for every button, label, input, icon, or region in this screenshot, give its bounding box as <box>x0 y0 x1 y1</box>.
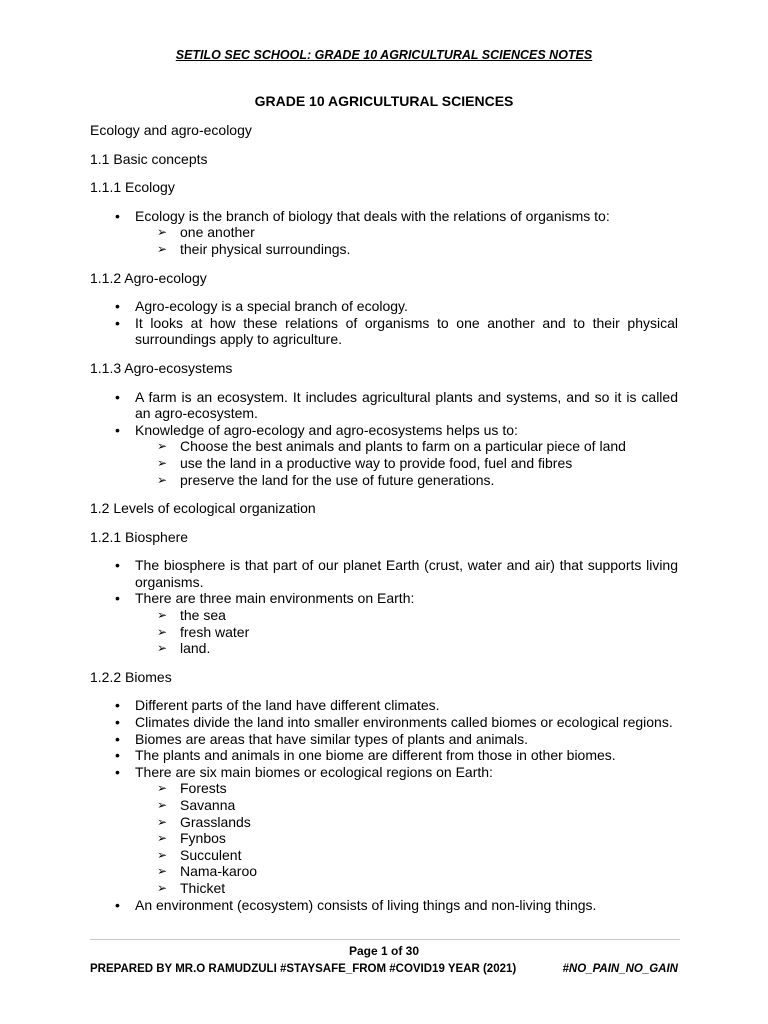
list-item: • A farm is an ecosystem. It includes agricultural plants and systems, and so it is called an agro-ecosystem. <box>90 389 678 422</box>
section-1-1-heading: 1.1 Basic concepts <box>90 150 208 167</box>
list-item: • An environment (ecosystem) consists of living things and non-living things. <box>90 897 678 914</box>
footer-author: PREPARED BY MR.O RAMUDZULI #STAYSAFE_FROM #COVID19 YEAR (2021) <box>90 963 517 975</box>
list-item: • Biomes are areas that have similar types of plants and animals. <box>90 731 678 748</box>
sub-list-item: ➢ fresh water <box>135 624 678 641</box>
bullet-text: Knowledge of agro-ecology and agro-ecosystems helps us to: <box>135 421 518 438</box>
section-1-2-2-heading: 1.2.2 Biomes <box>90 668 172 685</box>
sub-list <box>135 438 678 488</box>
sub-list-item: ➢ Choose the best animals and plants to farm on a particular piece of land <box>135 438 678 455</box>
list-item <box>90 764 678 897</box>
list-item: • The biosphere is that part of our planet Earth (crust, water and air) that supports living organisms. <box>90 557 678 590</box>
biomes-list <box>90 697 678 913</box>
sub-list-item: ➢ Grasslands <box>135 814 678 831</box>
section-1-1-3-heading: 1.1.3 Agro-ecosystems <box>90 359 233 376</box>
section-1-1-1-heading: 1.1.1 Ecology <box>90 179 175 196</box>
sub-list-item: ➢ Thicket <box>135 880 678 897</box>
footer-divider <box>90 939 680 940</box>
footer-slogan: #NO_PAIN_NO_GAIN <box>562 963 678 975</box>
section-1-2-1-heading: 1.2.1 Biosphere <box>90 528 189 545</box>
document-title: GRADE 10 AGRICULTURAL SCIENCES <box>254 93 514 109</box>
agro-ecology-list <box>90 298 678 348</box>
sub-list-item: ➢ Savanna <box>135 797 678 814</box>
list-item: • Different parts of the land have different climates. <box>90 697 678 714</box>
agro-ecosystems-list <box>90 389 678 489</box>
list-item: • It looks at how these relations of organisms to one another and to their physical surroundings apply to agriculture. <box>90 315 678 348</box>
sub-list <box>135 224 678 257</box>
sub-list-item: ➢ preserve the land for the use of future generations. <box>135 472 678 489</box>
page-number: Page 1 of 30 <box>348 944 420 958</box>
sub-list-item: ➢ Nama-karoo <box>135 863 678 880</box>
biosphere-list <box>90 557 678 657</box>
page-header: SETILO SEC SCHOOL: GRADE 10 AGRICULTURAL SCIENCES NOTES <box>175 48 593 62</box>
section-1-2-heading: 1.2 Levels of ecological organization <box>90 500 316 517</box>
list-item <box>90 590 678 656</box>
topic-heading: Ecology and agro-ecology <box>90 122 252 138</box>
list-item <box>90 208 678 258</box>
bullet-text: There are three main environments on Earth: <box>135 590 415 607</box>
sub-list-item: ➢ land. <box>135 640 678 657</box>
list-item: • The plants and animals in one biome are different from those in other biomes. <box>90 747 678 764</box>
sub-list <box>135 607 678 657</box>
sub-list <box>135 780 678 896</box>
sub-list-item: ➢ their physical surroundings. <box>135 241 678 258</box>
document-body <box>90 122 678 925</box>
sub-list-item: ➢ use the land in a productive way to provide food, fuel and fibres <box>135 455 678 472</box>
sub-list-item: ➢ Fynbos <box>135 830 678 847</box>
sub-list-item: ➢ Succulent <box>135 847 678 864</box>
bullet-text: Ecology is the branch of biology that deals with the relations of organisms to: <box>135 207 610 224</box>
sub-list-item: ➢ one another <box>135 224 678 241</box>
list-item: • Climates divide the land into smaller environments called biomes or ecological regions. <box>90 714 678 731</box>
sub-list-item: ➢ the sea <box>135 607 678 624</box>
section-1-1-2-heading: 1.1.2 Agro-ecology <box>90 269 207 286</box>
list-item <box>90 422 678 488</box>
sub-list-item: ➢ Forests <box>135 780 678 797</box>
bullet-text: There are six main biomes or ecological regions on Earth: <box>135 763 493 780</box>
ecology-list <box>90 208 678 258</box>
list-item: • Agro-ecology is a special branch of ecology. <box>90 298 678 315</box>
